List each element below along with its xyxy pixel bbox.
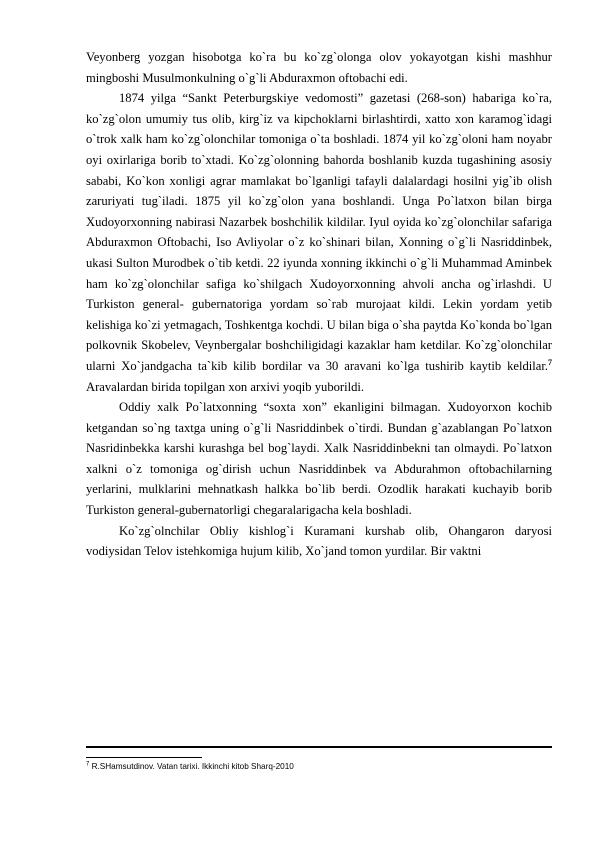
paragraph-4: [86, 521, 552, 562]
paragraph-1: [86, 47, 552, 88]
page-bottom-rule: [86, 746, 552, 748]
footnote-reference[interactable]: 7: [548, 357, 552, 367]
paragraph-3-text: Oddiy xalk Po`latxonning “soxta xon” ekanligini bilmagan. Xudoyorxon kochib ketgandan so`ng taxtga uning o`g`li Nasriddinbek o`tirdi. Bundan g`azablangan Po`latxon Nasridinbekka karshi kurashga bel bog`laydi. Xalk Nasriddinbekni tan olmaydi. Po`latxon xalkni o`z tomoniga og`dirish uchun Nasriddinbek va Abdurahmon oftobachilarning yerlarini, mulklarini mehnatkash halkka bo`lib berdi. Ozodlik harakati kuchayib borib Turkiston general-gubernatorligi chegaralarigacha kela boshladi.: [86, 400, 552, 518]
paragraph-2-text-after: Aravalardan birida topilgan xon arxivi yoqib yuborildi.: [86, 379, 365, 394]
paragraph-1-text: Veyonberg yozgan hisobotga ko`ra bu ko`zg`olonga olov yokayotgan kishi mashhur mingboshi Musulmonkulning o`g`li Abduraxmon oftobachi edi.: [86, 50, 552, 85]
paragraph-2-text: 1874 yilga “Sankt Peterburgskiye vedomosti” gazetasi (268-son) habariga ko`ra, ko`zg`olon umumiy tus olib, kirg`iz va kipchoklarni birlashtirdi, xatto xon karamog`idagi o`trok xalk ham ko`zg`olonchilar tomoniga o`ta boshladi. 1874 yil ko`zg`oloni ham noyabr oyi oxirlariga borib to`xtadi. Ko`zg`olonning bahorda boshlanib kuzda tugashining asosiy sababi, Ko`kon xonligi agrar mamlakat bo`lganligi tafayli dalalardagi hosilni yig`ib olish zaruriyati tug`iladi. 1875 yil ko`zg`olon yana boshlandi. Unga Po`latxon bilan birga Xudoyorxonning nabirasi Nazarbek boshchilik kildilar. Iyul oyida ko`zg`olonchilar safariga Abduraxmon Oftobachi, Iso Avliyolar o`z ko`shinari bilan, Xonning o`g`li Nasriddinbek, ukasi Sulton Murodbek o`tib ketdi. 22 iyunda xonning ikkinchi o`g`li Muhammad Aminbek ham ko`zg`olonchilar safiga ko`shilgach Xudoyorxonning ahvoli ancha og`irlashdi. U Turkiston general- gubernatoriga yordam so`rab murojaat kildi. Lekin yordam yetib kelishiga ko`zi yetmagach, Toshkentga kochdi. U bilan biga o`sha paytda Ko`konda bo`lgan polkovnik Skobelev, Veynbergalar boshchiligidagi kazaklar ham ketdilar. Ko`zg`olonchilar ularni Xo`jandgacha ta`kib kilib bordilar va 30 aravani ko`lga tushirib kaytib keldilar.: [86, 91, 552, 373]
footnote-separator: [86, 757, 202, 758]
footnote-number: 7: [86, 761, 90, 768]
paragraph-2: [86, 88, 552, 397]
footnote-text: R.SHamsutdinov. Vatan tarixi. Ikkinchi kitob Sharq-2010: [89, 762, 294, 771]
body-text: [86, 47, 552, 562]
paragraph-4-text: Ko`zg`olnchilar Obliy kishlog`i Kuramani kurshab olib, Ohangaron daryosi vodiysidan Telov istehkomiga hujum kilib, Xo`jand tomon yurdilar. Bir vaktni: [86, 523, 552, 559]
footnote: [86, 761, 552, 772]
paragraph-3: [86, 397, 552, 521]
